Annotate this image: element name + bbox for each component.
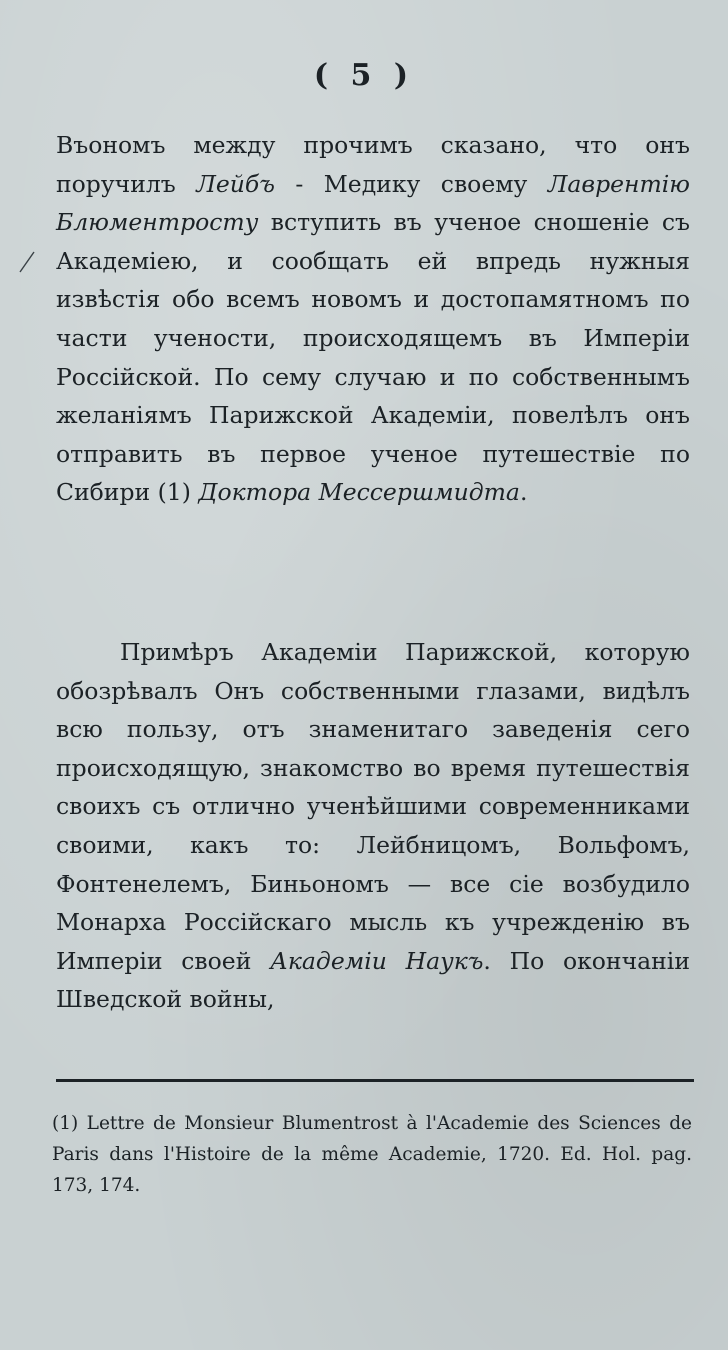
paragraph-1-text-b: - Медику своему <box>274 169 548 198</box>
paragraph-1-italic-c: Доктора Мессершмидта <box>198 478 520 507</box>
paragraph-1-italic-b: Лаврентію Блюментросту <box>56 169 690 237</box>
paragraph-1-text-d: . <box>519 478 528 507</box>
paragraph-1-text-a: Въономъ между прочимъ сказано, что онъ поручилъ <box>56 131 690 198</box>
paragraph-1 <box>56 126 690 512</box>
paragraph-1-text-c: вступить въ ученое сношеніе съ Академіею, и сообщать ей впредь нужныя извѣстія обо всемъ новомъ и достопамятномъ по части учености, происходящемъ въ Имперіи Россійской. По сему случаю и по собственнымъ желаніямъ Парижской Академіи, повелѣлъ онъ отправить въ первое ученое путешествіе по Сибири (1) <box>56 208 690 507</box>
paragraph-2 <box>56 633 690 1019</box>
page-number: ( 5 ) <box>313 58 415 93</box>
paragraph-1-italic-a: Лейбъ <box>196 169 275 198</box>
paragraph-2-text-a: Примѣръ Академіи Парижской, которую обозрѣвалъ Онъ собственными глазами, видѣлъ всю пользу, отъ знаменитаго заведенія сего происходящую, знакомство во время путешествія своихъ съ отлично ученѣйшими современниками своими, какъ то: Лейбницомъ, Вольфомъ, Фонтенелемъ, Биньономъ — все сіе возбудило Монарха Россійскаго мысль къ учрежденію въ Имперіи своей <box>56 638 690 975</box>
paragraph-2-italic-a: Академіи Наукъ <box>270 946 484 975</box>
footnote: (1) Lettre de Monsieur Blumentrost à l'Academie des Sciences de Paris dans l'Histoire de la même Academie, 1720. Ed. Hol. pag. 173, 174. <box>52 1113 692 1196</box>
footnote-rule <box>56 1079 694 1082</box>
paragraph-2-text-b: . По окончаніи Шведской войны, <box>56 946 690 1014</box>
margin-pencil-mark <box>18 250 36 274</box>
